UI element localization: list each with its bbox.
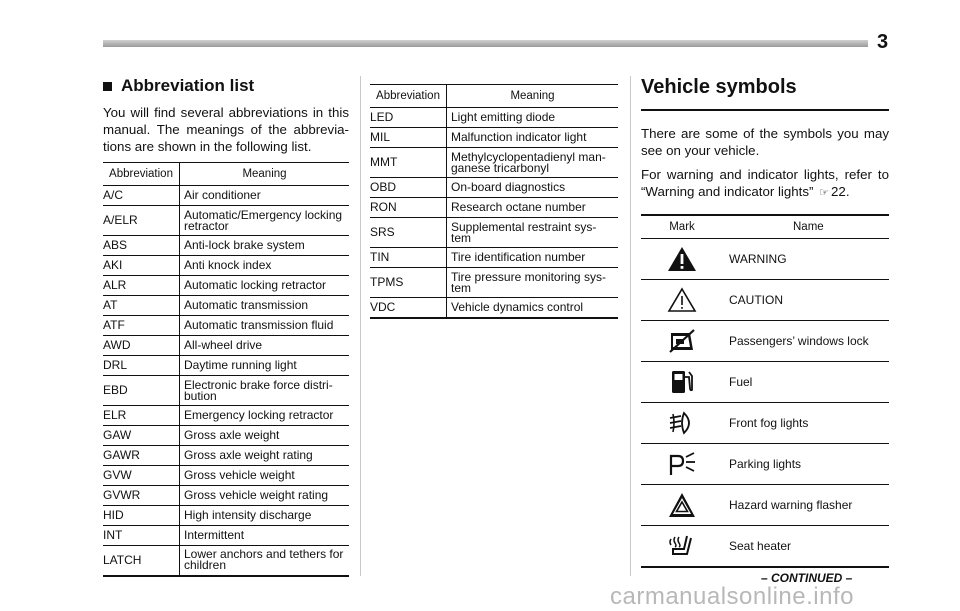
abbreviation-cell: ATF — [103, 316, 180, 336]
meaning-cell: Automatic locking retractor — [180, 276, 350, 296]
meaning-cell: Gross vehicle weight — [180, 466, 350, 486]
table-row — [103, 206, 349, 236]
symbol-row — [641, 526, 889, 568]
symbol-row — [641, 362, 889, 403]
watermark: carmanualsonline.info — [610, 583, 854, 610]
meaning-cell: Daytime running light — [180, 356, 350, 376]
abbreviation-cell: AKI — [103, 256, 180, 276]
abbreviation-cell: TIN — [370, 248, 447, 268]
table-row — [103, 236, 349, 256]
symbol-name: CAUTION — [723, 280, 889, 321]
meaning-cell: Light emitting diode — [447, 108, 619, 128]
table-row — [103, 316, 349, 336]
symbol-row — [641, 321, 889, 362]
warning-filled-triangle-icon — [641, 239, 723, 280]
abbreviation-cell: GVWR — [103, 486, 180, 506]
table-row — [103, 356, 349, 376]
meaning-cell: Gross vehicle weight rating — [180, 486, 350, 506]
table-row — [370, 298, 618, 318]
meaning-cell: Vehicle dynamics control — [447, 298, 619, 318]
table-row — [103, 486, 349, 506]
symbols-reference — [641, 166, 889, 202]
symbol-name: WARNING — [723, 239, 889, 280]
table-row — [103, 376, 349, 406]
meaning-header: Meaning — [180, 163, 350, 186]
table-row — [103, 466, 349, 486]
abbreviation-cell: INT — [103, 526, 180, 546]
mark-header: Mark — [641, 215, 723, 239]
table-row — [370, 248, 618, 268]
table-row — [103, 406, 349, 426]
abbreviation-cell: VDC — [370, 298, 447, 318]
table-row — [370, 108, 618, 128]
meaning-cell: Automatic transmission — [180, 296, 350, 316]
meaning-cell: Automatic/Emergency locking retractor — [180, 206, 350, 236]
meaning-cell: Gross axle weight rating — [180, 446, 350, 466]
abbreviation-cell: DRL — [103, 356, 180, 376]
meaning-cell: Anti knock index — [180, 256, 350, 276]
abbreviation-cell: GAWR — [103, 446, 180, 466]
reference-page-link[interactable]: 22. — [831, 184, 850, 199]
abbreviation-heading — [103, 76, 349, 96]
caution-outline-triangle-icon — [641, 280, 723, 321]
page-reference-icon: ☞ — [819, 187, 830, 199]
symbol-row — [641, 280, 889, 321]
abbreviation-cell: A/C — [103, 186, 180, 206]
abbreviation-cell: GVW — [103, 466, 180, 486]
meaning-cell: All-wheel drive — [180, 336, 350, 356]
table-row — [103, 336, 349, 356]
table-row — [370, 178, 618, 198]
page-number: 3 — [877, 31, 889, 53]
meaning-cell: Emergency locking retractor — [180, 406, 350, 426]
symbol-row — [641, 444, 889, 485]
table-row — [103, 426, 349, 446]
table-row — [103, 296, 349, 316]
table-row — [370, 268, 618, 298]
table-row — [103, 256, 349, 276]
abbreviation-cell: LATCH — [103, 546, 180, 576]
abbreviation-intro: You will find several abbreviations in this manual. The meanings of the abbrevia-tions are shown in the following list. — [103, 105, 349, 154]
symbol-name: Fuel — [723, 362, 889, 403]
abbreviation-column-right — [370, 84, 618, 319]
symbol-name: Seat heater — [723, 526, 889, 568]
abbreviation-cell: HID — [103, 506, 180, 526]
abbreviation-column-left — [103, 76, 349, 577]
meaning-cell: Electronic brake force distri-bution — [180, 376, 350, 406]
table-row — [370, 198, 618, 218]
table-row — [370, 218, 618, 248]
column-divider — [630, 76, 631, 576]
symbol-row — [641, 239, 889, 280]
abbreviation-cell: OBD — [370, 178, 447, 198]
symbol-name: Passengers’ windows lock — [723, 321, 889, 362]
meaning-cell: High intensity discharge — [180, 506, 350, 526]
meaning-cell: Anti-lock brake system — [180, 236, 350, 256]
header-rule — [103, 40, 868, 47]
abbreviation-cell: ELR — [103, 406, 180, 426]
abbreviation-cell: MMT — [370, 148, 447, 178]
abbreviation-title: Abbreviation list — [121, 76, 255, 95]
table-row — [103, 546, 349, 576]
square-bullet-icon — [103, 82, 112, 91]
continued-label: – CONTINUED – — [761, 571, 853, 585]
meaning-cell: Tire identification number — [447, 248, 619, 268]
symbol-name: Front fog lights — [723, 403, 889, 444]
meaning-header: Meaning — [447, 85, 619, 108]
abbreviation-cell: LED — [370, 108, 447, 128]
symbols-intro: There are some of the symbols you may see on your vehicle. — [641, 126, 889, 158]
abbreviation-header: Abbreviation — [103, 163, 180, 186]
meaning-cell: Automatic transmission fluid — [180, 316, 350, 336]
parking-light-icon — [641, 444, 723, 485]
table-row — [103, 526, 349, 546]
meaning-cell: Malfunction indicator light — [447, 128, 619, 148]
table-row — [103, 186, 349, 206]
meaning-cell: Intermittent — [180, 526, 350, 546]
table-row — [103, 446, 349, 466]
table-row — [103, 276, 349, 296]
column-divider — [360, 76, 361, 576]
symbol-name: Parking lights — [723, 444, 889, 485]
abbreviation-cell: AWD — [103, 336, 180, 356]
abbreviation-table-left — [103, 162, 349, 577]
name-header: Name — [723, 215, 889, 239]
symbol-row — [641, 485, 889, 526]
symbols-table — [641, 214, 889, 568]
abbreviation-cell: ALR — [103, 276, 180, 296]
symbol-name: Hazard warning flasher — [723, 485, 889, 526]
abbreviation-cell: MIL — [370, 128, 447, 148]
meaning-cell: Air conditioner — [180, 186, 350, 206]
window-lock-icon — [641, 321, 723, 362]
symbol-row — [641, 403, 889, 444]
meaning-cell: Gross axle weight — [180, 426, 350, 446]
abbreviation-cell: EBD — [103, 376, 180, 406]
reference-text: For warning and indicator lights, refer to “Warning and indicator lights” — [641, 167, 889, 199]
abbreviation-cell: GAW — [103, 426, 180, 446]
title-rule — [641, 109, 889, 111]
meaning-cell: Supplemental restraint sys-tem — [447, 218, 619, 248]
meaning-cell: Methylcyclopentadienyl man-ganese tricarbonyl — [447, 148, 619, 178]
abbreviation-table-right — [370, 84, 618, 319]
abbreviation-cell: TPMS — [370, 268, 447, 298]
abbreviation-header: Abbreviation — [370, 85, 447, 108]
table-row — [370, 128, 618, 148]
abbreviation-cell: AT — [103, 296, 180, 316]
meaning-cell: Research octane number — [447, 198, 619, 218]
meaning-cell: On-board diagnostics — [447, 178, 619, 198]
meaning-cell: Lower anchors and tethers for children — [180, 546, 350, 576]
symbols-column — [641, 76, 889, 568]
meaning-cell: Tire pressure monitoring sys-tem — [447, 268, 619, 298]
abbreviation-cell: SRS — [370, 218, 447, 248]
abbreviation-cell: RON — [370, 198, 447, 218]
hazard-triangle-icon — [641, 485, 723, 526]
table-row — [370, 148, 618, 178]
seat-heater-icon — [641, 526, 723, 568]
symbols-title: Vehicle symbols — [641, 76, 797, 98]
abbreviation-cell: ABS — [103, 236, 180, 256]
table-row — [103, 506, 349, 526]
abbreviation-cell: A/ELR — [103, 206, 180, 236]
fuel-pump-icon — [641, 362, 723, 403]
front-fog-light-icon — [641, 403, 723, 444]
